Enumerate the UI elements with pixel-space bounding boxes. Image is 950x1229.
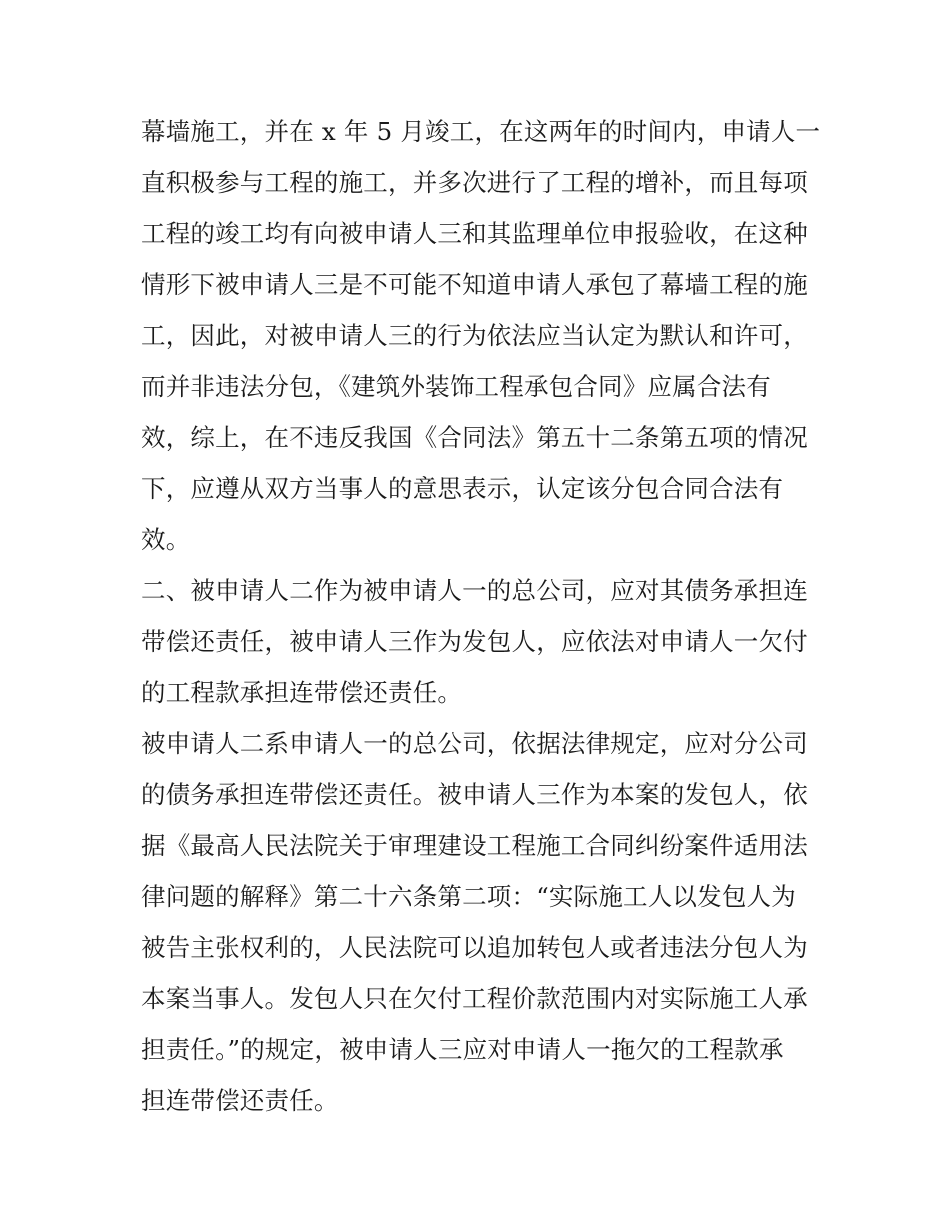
- text-line: 律问题的解释》第二十六条第二项：“实际施工人以发包人为: [141, 882, 796, 911]
- section-heading-line: 二、被申请人二作为被申请人一的总公司，应对其债务承担连: [141, 576, 808, 605]
- text-line: 担连带偿还责任。: [141, 1086, 339, 1115]
- document-body: [141, 106, 821, 1126]
- section-heading-line: 带偿还责任，被申请人三作为发包人，应依法对申请人一欠付: [141, 627, 808, 656]
- text-line: 据《最高人民法院关于审理建设工程施工合同纠纷案件适用法: [141, 831, 808, 860]
- text-line: 幕墙施工，并在 x 年 5 月竣工，在这两年的时间内，申请人一: [141, 117, 821, 146]
- text-line: 的债务承担连带偿还责任。被申请人三作为本案的发包人，依: [141, 780, 808, 809]
- text-line: 直积极参与工程的施工，并多次进行了工程的增补，而且每项: [141, 168, 808, 197]
- text-line: 被申请人二系申请人一的总公司，依据法律规定，应对分公司: [141, 729, 808, 758]
- text-line: 而并非违法分包，《建筑外装饰工程承包合同》应属合法有: [141, 372, 771, 401]
- text-line: 效。: [141, 525, 191, 554]
- text-line: 情形下被申请人三是不可能不知道申请人承包了幕墙工程的施: [141, 270, 808, 299]
- text-line: 被告主张权利的，人民法院可以追加转包人或者违法分包人为: [141, 933, 808, 962]
- text-line: 工，因此，对被申请人三的行为依法应当认定为默认和许可，: [141, 321, 808, 350]
- text-line: 本案当事人。发包人只在欠付工程价款范围内对实际施工人承: [141, 984, 808, 1013]
- text-line: 下，应遵从双方当事人的意思表示，认定该分包合同合法有: [141, 474, 784, 503]
- section-heading-line: 的工程款承担连带偿还责任。: [141, 678, 463, 707]
- text-line: 效，综上，在不违反我国《合同法》第五十二条第五项的情况: [141, 423, 808, 452]
- text-line: 担责任。”的规定，被申请人三应对申请人一拖欠的工程款承: [141, 1035, 784, 1064]
- text-line: 工程的竣工均有向被申请人三和其监理单位申报验收，在这种: [141, 219, 808, 248]
